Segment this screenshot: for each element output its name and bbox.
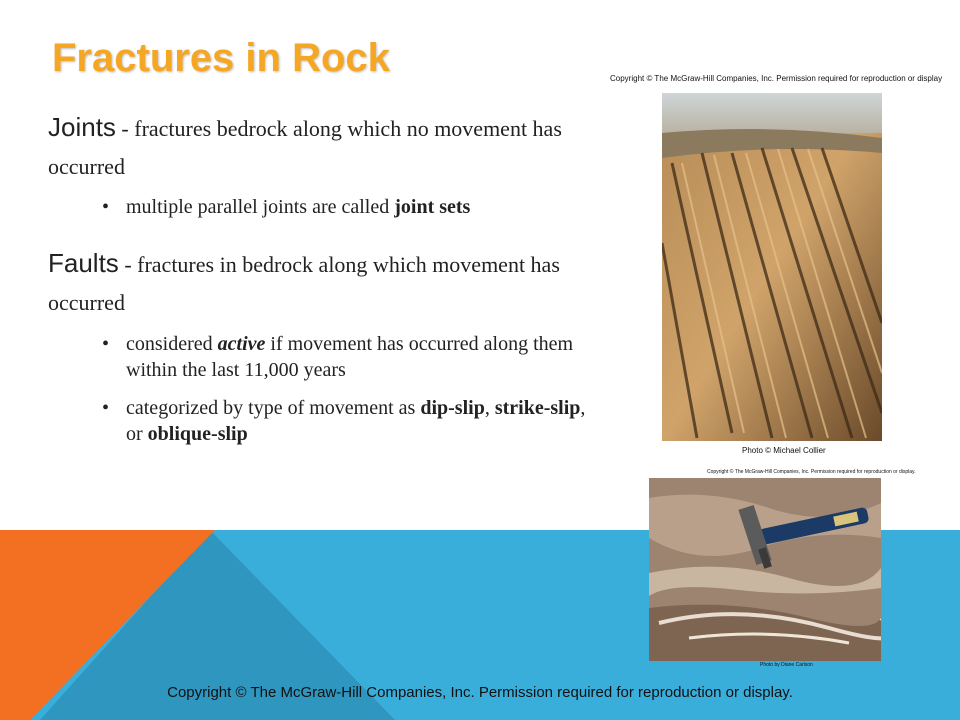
list-item <box>102 194 607 220</box>
faults-paragraph <box>48 246 608 322</box>
bottom-photo-credit: Photo by Diane Carlson <box>760 662 813 668</box>
list-item <box>102 331 607 383</box>
bullet-emphasis: dip-slip <box>420 397 485 419</box>
bullet-emphasis: active <box>217 333 266 355</box>
top-photo-copyright: Copyright © The McGraw-Hill Companies, Inc. Permission required for reproduction or display <box>610 74 943 83</box>
joints-definition: - fractures bedrock along which no movement has occurred <box>48 116 562 179</box>
faults-term: Faults <box>48 248 119 278</box>
footer-copyright: Copyright © The McGraw-Hill Companies, Inc. Permission required for reproduction or display. <box>167 684 793 701</box>
bullet-emphasis: oblique-slip <box>147 423 248 445</box>
fault-rock-photo <box>649 478 881 661</box>
jointed-rock-photo <box>662 93 882 441</box>
bullet-text: considered <box>126 333 218 355</box>
bullet-text: if movement has occurred along them within the last 11,000 years <box>126 333 574 381</box>
bullet-text: , <box>484 397 495 419</box>
bullet-text: , or <box>126 397 586 445</box>
bullet-emphasis: strike-slip <box>494 397 581 419</box>
joints-bullets <box>102 194 607 232</box>
list-item <box>102 395 607 447</box>
bullet-text: multiple parallel joints are called <box>126 196 395 218</box>
bullet-emphasis: joint sets <box>394 196 471 218</box>
faults-bullets <box>102 331 607 459</box>
joints-term: Joints <box>48 112 116 142</box>
joints-paragraph <box>48 110 608 186</box>
slide-title: Fractures in Rock <box>52 36 390 80</box>
bottom-photo-copyright: Copyright © The McGraw-Hill Companies, Inc. Permission required for reproduction or display. <box>707 469 916 475</box>
faults-definition: - fractures in bedrock along which movement has occurred <box>48 252 560 315</box>
top-photo-credit: Photo © Michael Collier <box>742 446 826 455</box>
bullet-text: categorized by type of movement as <box>126 397 421 419</box>
